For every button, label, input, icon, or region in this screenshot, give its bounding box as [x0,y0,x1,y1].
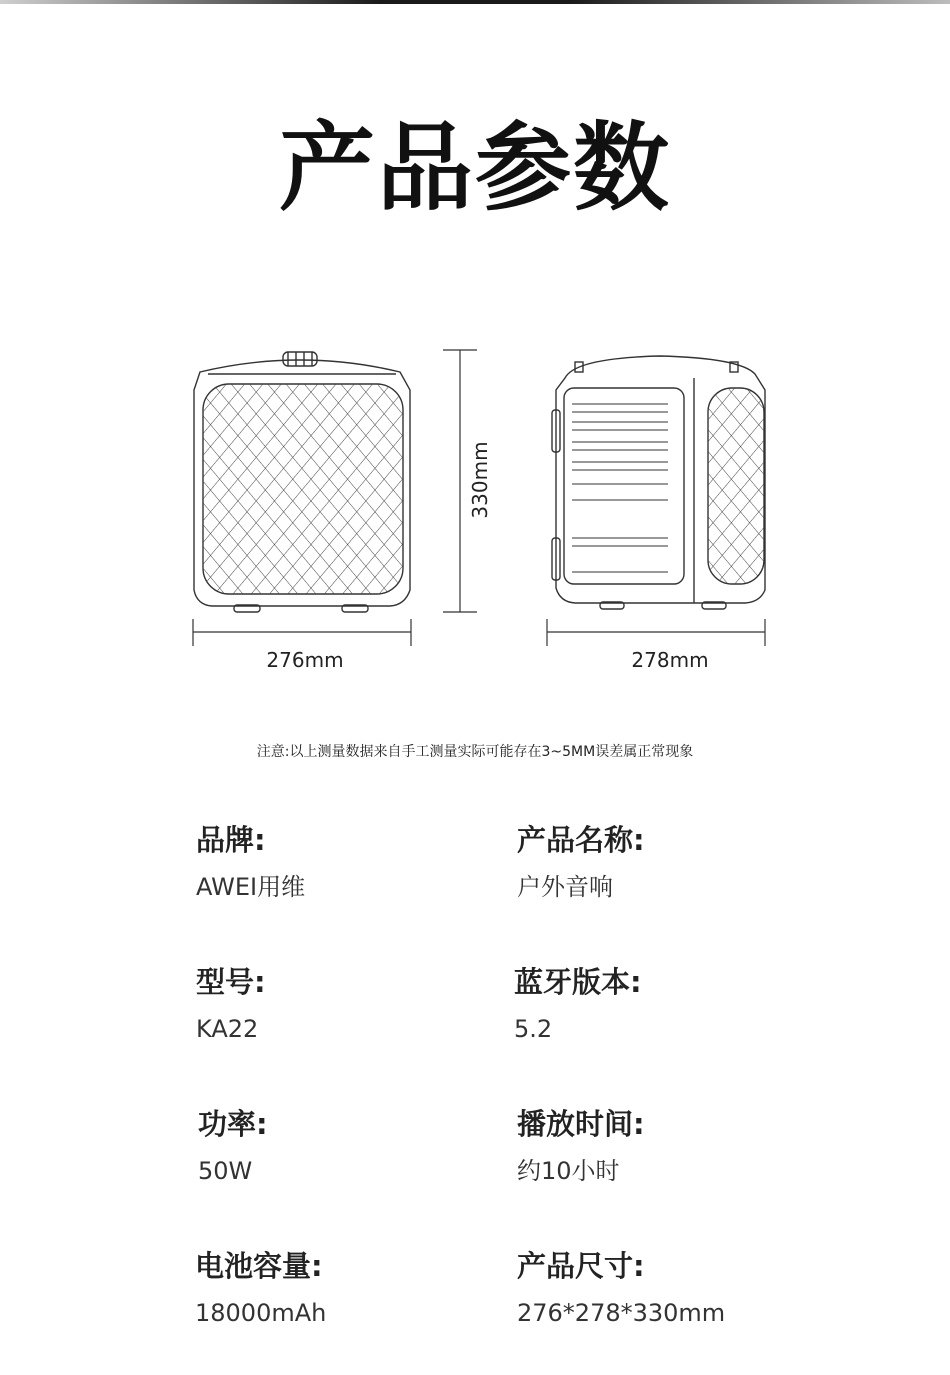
spec-value: 50W [198,1157,253,1185]
spec-value: KA22 [196,1015,259,1043]
spec-brand [196,822,305,902]
spec-value: 户外音响 [517,873,613,901]
spec-play-time [517,1106,645,1186]
height-label: 330mm [468,441,492,519]
spec-label: 播放时间: [517,1107,645,1141]
spec-label: 电池容量: [195,1249,323,1283]
spec-label: 品牌: [196,823,266,857]
spec-value: 约10小时 [517,1157,620,1185]
spec-label: 产品尺寸: [517,1249,645,1283]
top-border [0,0,950,4]
front-width-label: 276mm [266,648,344,672]
side-view [552,356,765,609]
front-view [194,352,410,612]
spec-bluetooth-version [514,964,642,1044]
spec-label: 产品名称: [517,823,645,857]
spec-product-name [517,822,645,902]
spec-value: AWEI用维 [196,873,306,901]
spec-value: 18000mAh [195,1299,327,1327]
spec-value: 5.2 [514,1015,553,1043]
width-dimension-lines [193,619,765,646]
spec-label: 功率: [198,1107,268,1141]
spec-model [196,964,266,1044]
spec-label: 蓝牙版本: [514,965,642,999]
spec-power [198,1106,268,1186]
spec-value: 276*278*330mm [517,1299,726,1327]
page-title: 产品参数 [279,112,671,224]
spec-product-size [517,1248,725,1328]
measurement-note: 注意:以上测量数据来自手工测量实际可能存在3~5MM误差属正常现象 [256,744,694,760]
side-width-label: 278mm [631,648,709,672]
spec-label: 型号: [196,965,266,999]
spec-battery-capacity [195,1248,326,1328]
